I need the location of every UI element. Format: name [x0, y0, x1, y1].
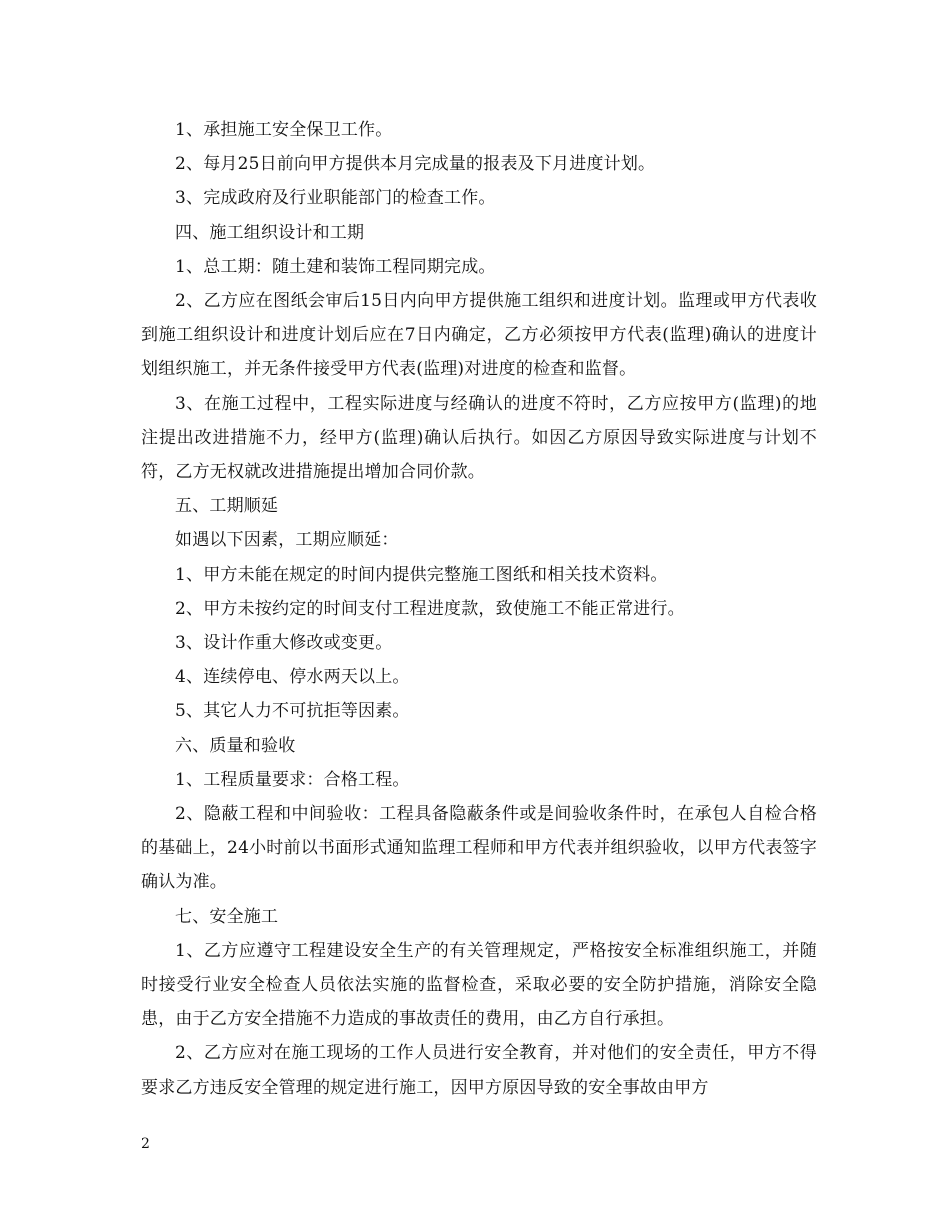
- paragraph: 5、其它人力不可抗拒等因素。: [175, 701, 410, 722]
- paragraph: 2、甲方未按约定的时间支付工程进度款，致使施工不能正常进行。: [175, 598, 685, 619]
- paragraph: 1、乙方应遵守工程建设安全生产的有关管理规定，严格按安全标准组织施工，并随时接受行业安全检查人员依法实施的监督检查，采取必要的安全防护措施，消除安全隐患，由于乙方安全措施不力造成的事故责任的费用，由乙方自行承担。: [141, 940, 817, 1030]
- page-number: 2: [141, 1136, 150, 1152]
- paragraph: 2、每月25日前向甲方提供本月完成量的报表及下月进度计划。: [175, 154, 656, 175]
- section-heading: 五、工期顺延: [175, 496, 279, 517]
- paragraph: 1、甲方未能在规定的时间内提供完整施工图纸和相关技术资料。: [175, 564, 668, 585]
- paragraph: 3、设计作重大修改或变更。: [175, 633, 393, 654]
- paragraph: 3、在施工过程中，工程实际进度与经确认的进度不符时，乙方应按甲方(监理)的地注提出改进措施不力，经甲方(监理)确认后执行。如因乙方原因导致实际进度与计划不符，乙方无权就改进措施提出增加合同价款。: [141, 393, 817, 483]
- paragraph: 如遇以下因素，工期应顺延：: [175, 530, 399, 551]
- paragraph: 2、乙方应在图纸会审后15日内向甲方提供施工组织和进度计划。监理或甲方代表收到施工组织设计和进度计划后应在7日内确定，乙方必须按甲方代表(监理)确认的进度计划组织施工，并无条件接受甲方代表(监理)对进度的检查和监督。: [141, 291, 817, 380]
- paragraph: 2、乙方应对在施工现场的工作人员进行安全教育，并对他们的安全责任，甲方不得要求乙方违反安全管理的规定进行施工，因甲方原因导致的安全事故由甲方: [141, 1043, 817, 1098]
- paragraph: 2、隐蔽工程和中间验收：工程具备隐蔽条件或是间验收条件时，在承包人自检合格的基础上，24小时前以书面形式通知监理工程师和甲方代表并组织验收，以甲方代表签字确认为准。: [141, 804, 817, 893]
- paragraph: 1、总工期：随土建和装饰工程同期完成。: [175, 256, 496, 277]
- paragraph: 1、工程质量要求：合格工程。: [175, 769, 410, 790]
- section-heading: 四、施工组织设计和工期: [175, 222, 365, 243]
- paragraph: 1、承担施工安全保卫工作。: [175, 120, 393, 140]
- section-heading: 七、安全施工: [175, 906, 279, 927]
- paragraph: 3、完成政府及行业职能部门的检查工作。: [175, 188, 496, 209]
- paragraph: 4、连续停电、停水两天以上。: [175, 667, 410, 688]
- section-heading: 六、质量和验收: [175, 735, 296, 756]
- document-body: [141, 113, 817, 1105]
